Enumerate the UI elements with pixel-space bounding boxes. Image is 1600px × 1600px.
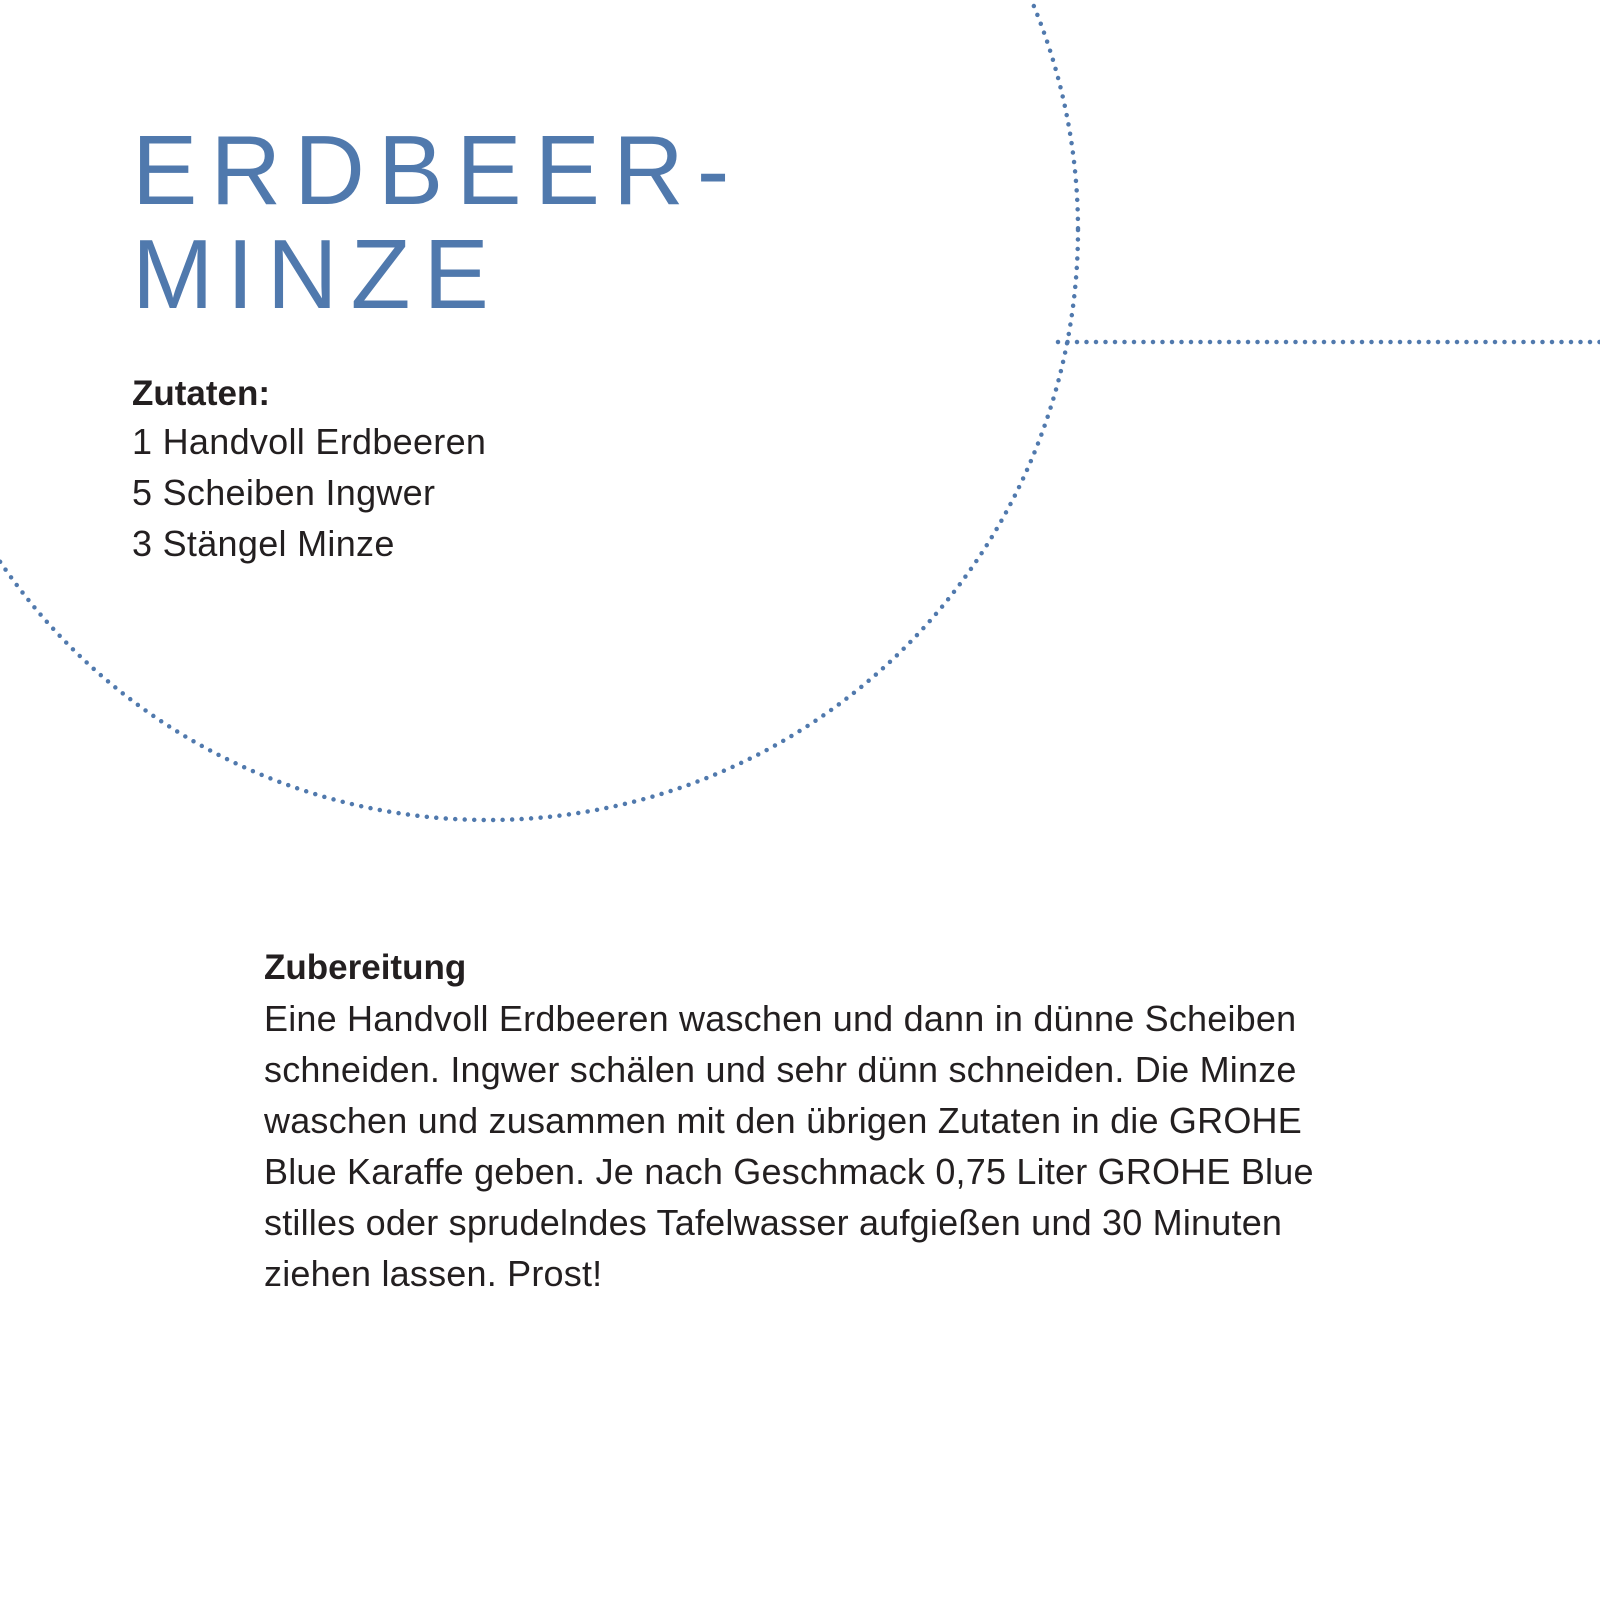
ingredient-item: 1 Handvoll Erdbeeren (132, 421, 487, 462)
preparation-heading: Zubereitung (264, 948, 467, 987)
recipe-title-line-1: ERDBEER- (132, 115, 743, 225)
ingredients-list (132, 416, 486, 569)
recipe-title-line-2: MINZE (132, 219, 502, 329)
ingredients-heading: Zutaten: (132, 374, 271, 413)
preparation-text: Eine Handvoll Erdbeeren waschen und dann in dünne Scheiben schneiden. Ingwer schälen und sehr dünn schneiden. Die Minze waschen und zusammen mit den übrigen Zutaten in die GROHE Blue Karaffe geben. Je nach Geschmack 0,75 Liter GROHE Blue stilles oder sprudelndes Tafelwasser aufgießen und 30 Minuten ziehen lassen. Prost! (264, 998, 1314, 1294)
preparation-section (264, 943, 1384, 1299)
ingredient-item: 5 Scheiben Ingwer (132, 472, 436, 513)
recipe-title (132, 115, 743, 329)
ingredient-item: 3 Stängel Minze (132, 523, 395, 564)
ingredients-section (132, 372, 486, 569)
